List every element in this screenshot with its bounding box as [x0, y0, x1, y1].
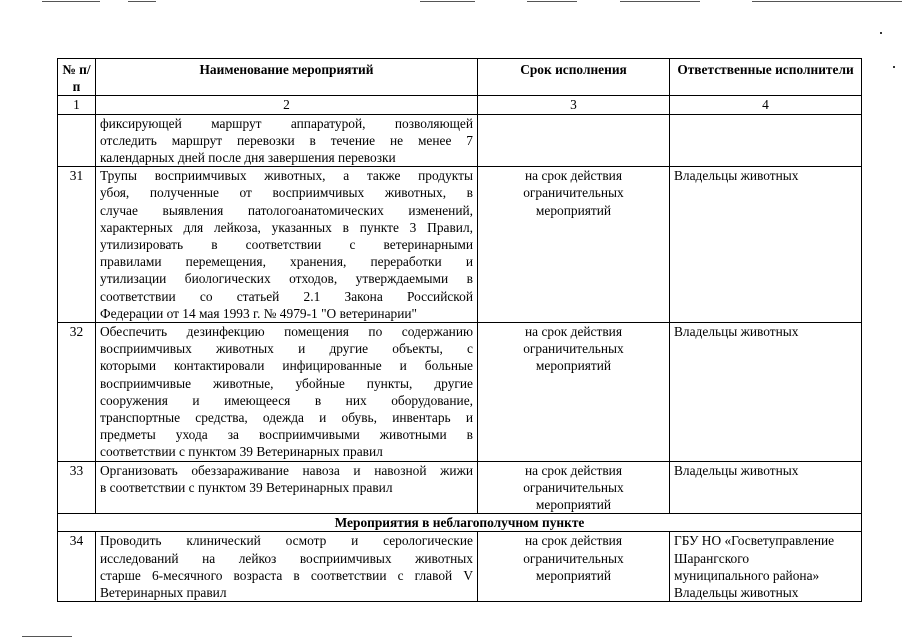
row-deadline	[478, 461, 670, 514]
text-line: утилизировать в соответствии с ветеринарными	[100, 237, 473, 253]
responsible-line: ГБУ НО «Госветуправление	[674, 533, 835, 549]
responsible-line: Владельцы животных	[674, 585, 799, 601]
deadline-line: ограничительных	[523, 479, 624, 495]
header-deadline: Срок исполнения	[478, 59, 670, 96]
row-text	[96, 114, 478, 167]
scan-artifact	[527, 1, 577, 2]
scan-artifact	[22, 636, 72, 637]
row-text	[96, 323, 478, 462]
responsible-line: Владельцы животных	[674, 462, 799, 478]
scan-artifact	[752, 1, 902, 2]
text-line: отследить маршрут перевозки в течение не менее 7	[100, 132, 473, 148]
deadline-line: ограничительных	[523, 341, 624, 357]
responsible-line: муниципального района»	[674, 567, 820, 583]
row-deadline	[478, 323, 670, 462]
row-responsible	[670, 114, 862, 167]
deadline-line: мероприятий	[535, 497, 612, 513]
index-cell: 2	[96, 96, 478, 114]
table-row	[58, 167, 862, 323]
header-responsible: Ответственные исполнители	[670, 59, 862, 96]
text-line: утилизации биологических отходов, утверждаемыми в	[100, 271, 473, 287]
measures-table	[57, 58, 862, 602]
text-line: которыми контактировали инфицированные и больные	[100, 358, 473, 374]
row-responsible	[670, 323, 862, 462]
row-text	[96, 461, 478, 514]
row-responsible	[670, 532, 862, 602]
row-text	[96, 167, 478, 323]
text-line: исследований на лейкоз восприимчивых животных	[100, 550, 473, 566]
row-num: 33	[58, 461, 96, 514]
text-line: Проводить клинический осмотр и серологические	[100, 533, 473, 549]
row-text	[96, 532, 478, 602]
text-line: Организовать обеззараживание навоза и навозной жижи	[100, 462, 473, 478]
deadline-line: ограничительных	[523, 185, 624, 201]
scan-artifact	[128, 1, 156, 2]
text-line: Обеспечить дезинфекцию помещения по содержанию	[100, 324, 473, 340]
text-line: в соответствии с пунктом 39 Ветеринарных правил	[100, 479, 393, 495]
table-row	[58, 461, 862, 514]
responsible-line: Шарангского	[674, 550, 750, 566]
scan-artifact	[420, 1, 475, 2]
index-row	[58, 96, 862, 114]
deadline-line: мероприятий	[535, 202, 612, 218]
text-line: Трупы восприимчивых животных, а также продукты	[100, 168, 473, 184]
index-cell: 4	[670, 96, 862, 114]
header-row	[58, 59, 862, 96]
text-line: Ветеринарных правил	[100, 585, 227, 601]
deadline-line: на срок действия	[524, 462, 622, 478]
text-line: старше 6-месячного возраста в соответствии с главой V	[100, 567, 473, 583]
text-line: Федерации от 14 мая 1993 г. № 4979-1 "О ветеринарии"	[100, 305, 418, 321]
responsible-line: Владельцы животных	[674, 324, 799, 340]
scan-speck	[893, 66, 895, 68]
section-title: Мероприятия в неблагополучном пункте	[58, 514, 862, 532]
row-num: 32	[58, 323, 96, 462]
section-row	[58, 514, 862, 532]
deadline-line: на срок действия	[524, 324, 622, 340]
row-num: 34	[58, 532, 96, 602]
table-row	[58, 532, 862, 602]
text-line: характерных для лейкоза, указанных в пункте 3 Правил,	[100, 219, 473, 235]
scan-speck	[880, 32, 882, 34]
row-deadline	[478, 532, 670, 602]
deadline-line: на срок действия	[524, 168, 622, 184]
row-deadline	[478, 167, 670, 323]
index-cell: 1	[58, 96, 96, 114]
text-line: предметы ухода за восприимчивыми животными в	[100, 427, 473, 443]
scan-artifact	[42, 1, 100, 2]
deadline-line: мероприятий	[535, 567, 612, 583]
table-row	[58, 323, 862, 462]
text-line: соответствии с пунктом 39 Ветеринарных правил	[100, 444, 383, 460]
deadline-line: мероприятий	[535, 358, 612, 374]
row-deadline	[478, 114, 670, 167]
text-line: случае выявления патологоанатомических изменений,	[100, 202, 473, 218]
row-num: 31	[58, 167, 96, 323]
text-line: соответствии со статьей 2.1 Закона Российской	[100, 288, 473, 304]
text-line: восприимчивые животные, убойные пункты, другие	[100, 375, 473, 391]
text-line: правилами перемещения, хранения, переработки и	[100, 254, 473, 270]
row-num	[58, 114, 96, 167]
row-responsible	[670, 461, 862, 514]
text-line: календарных дней после дня завершения перевозки	[100, 150, 396, 166]
deadline-line: на срок действия	[524, 533, 622, 549]
header-num: № п/п	[58, 59, 96, 96]
deadline-line: ограничительных	[523, 550, 624, 566]
responsible-line: Владельцы животных	[674, 168, 799, 184]
text-line: убоя, полученные от восприимчивых животных, в	[100, 185, 473, 201]
index-cell: 3	[478, 96, 670, 114]
scan-artifact	[620, 1, 700, 2]
row-responsible	[670, 167, 862, 323]
text-line: транспортные средства, одежда и обувь, инвентарь и	[100, 410, 473, 426]
text-line: сооружения и имеющееся в них оборудование,	[100, 392, 473, 408]
text-line: фиксирующей маршрут аппаратурой, позволяющей	[100, 115, 473, 131]
text-line: восприимчивых животных и другие объекты, с	[100, 341, 473, 357]
table-row-continuation	[58, 114, 862, 167]
header-name: Наименование мероприятий	[96, 59, 478, 96]
